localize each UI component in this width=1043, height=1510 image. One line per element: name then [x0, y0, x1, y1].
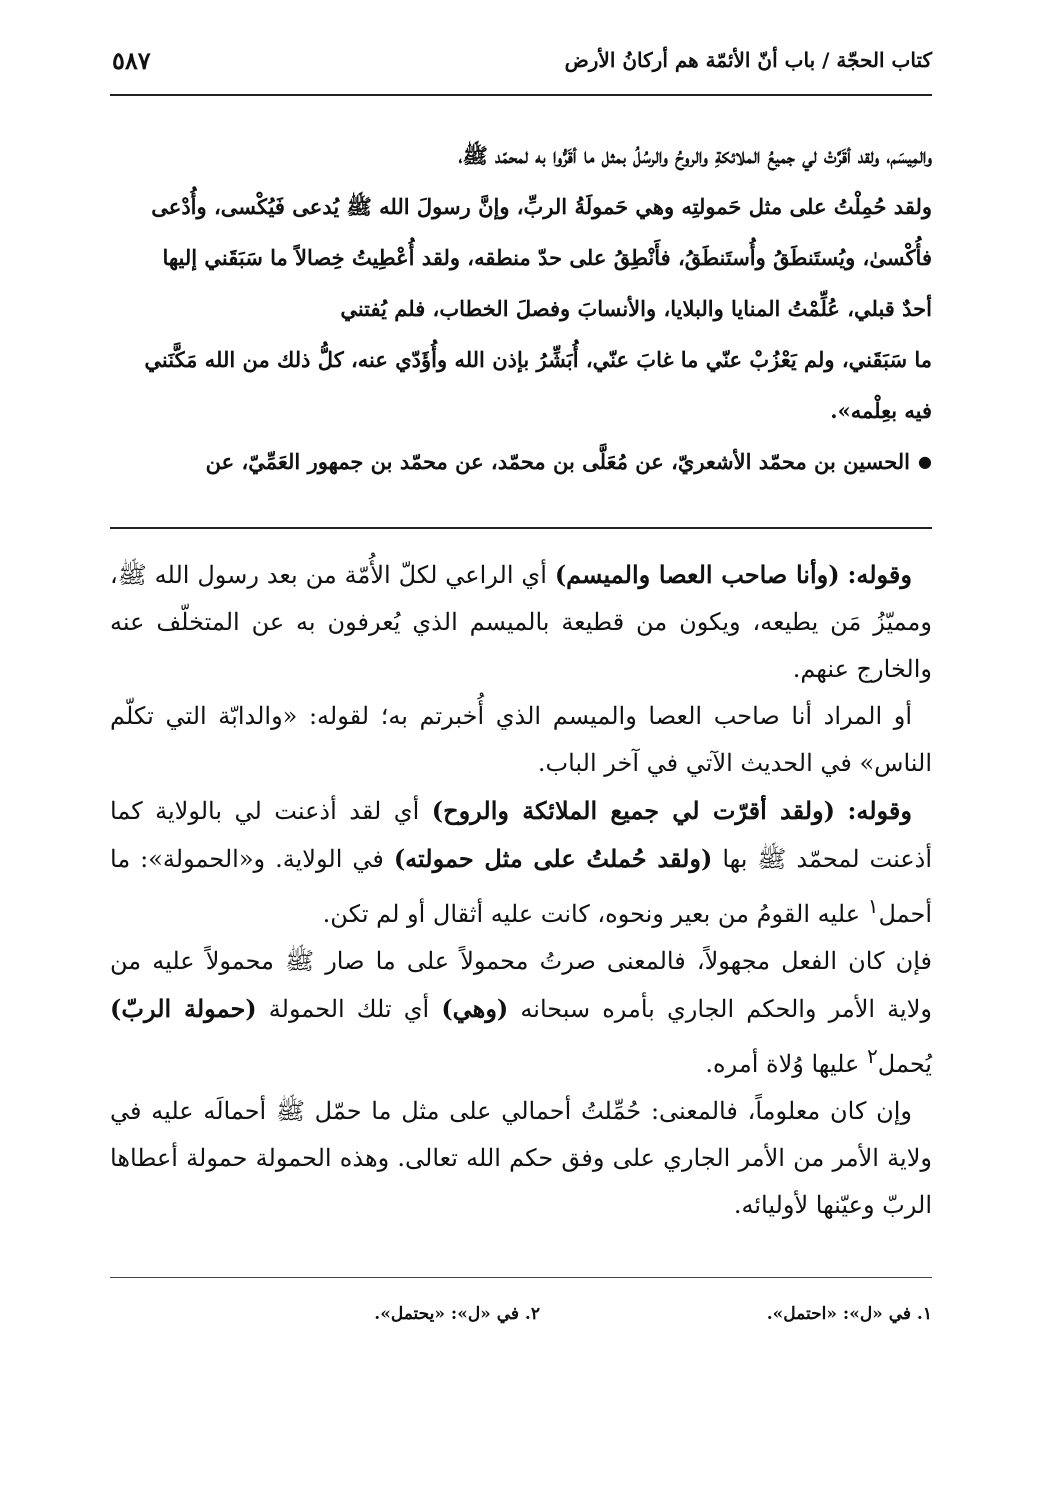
page-number: ٥٨٧	[112, 46, 151, 75]
commentary-text	[110, 551, 932, 1229]
next-hadith-chain: ● الحسين بن محمّد الأشعريّ، عن مُعَلَّى بن محمّد، عن محمّد بن جمهور العَمِّيّ، عن	[110, 436, 932, 489]
quoted-phrase: (وأنا صاحب العصا والميسم)	[554, 560, 840, 589]
explanation: يُحمل	[877, 1050, 932, 1078]
quoted-phrase: (حمولة الربّ)	[110, 994, 257, 1023]
hadith-line: ما سَبَقَني، ولم يَعْزُبْ عنّي ما غابَ عنّي، أُبَشِّرُ بإذن الله وأُؤَدّي عنه، كلُّ ذلك من الله مَكَّنَني	[144, 347, 932, 372]
footnote-marker: ٢	[867, 1044, 878, 1068]
commentary-divider	[110, 527, 932, 529]
footnotes	[110, 1304, 932, 1334]
commentary-paragraph	[110, 693, 932, 787]
footnote-divider	[110, 1277, 932, 1278]
footnote-2: ٢. في «ل»: «يحتمل».	[374, 1304, 540, 1324]
label: وقوله:	[847, 560, 912, 589]
explanation: في الولاية. و«الحمولة»: ما أحمل	[110, 845, 932, 928]
hadith-line: أحدٌ قبلي، عُلِّمْتُ المنايا والبلايا، والأنسابَ وفصلَ الخطاب، فلم يُفتني	[340, 296, 932, 321]
explanation: عليها وُلاة أمره.	[705, 1050, 860, 1078]
quoted-phrase: (ولقد أقرّت لي جميع الملائكة والروح)	[431, 796, 835, 825]
running-header	[110, 40, 932, 96]
hadith-text	[110, 130, 932, 489]
commentary-paragraph	[110, 1088, 932, 1229]
commentary-paragraph	[110, 787, 932, 938]
explanation: عليه القومُ من بعير ونحوه، كانت عليه أثقال أو لم تكن.	[322, 900, 861, 928]
quoted-phrase: (وهي)	[441, 994, 509, 1023]
label: وقوله:	[847, 796, 912, 825]
explanation: أي تلك الحمولة	[268, 995, 430, 1023]
explanation: أو المراد أنا صاحب العصا والميسم الذي أُخبرتم به؛ لقوله: «والدابّة التي تكلّم الناس» في الحديث الآتي في آخر الباب.	[110, 702, 932, 777]
hadith-line: ولقد حُمِلْتُ على مثل حَمولتِه وهي حَمولَةُ الربِّ، وإنَّ رسولَ الله ﷺ يُدعى فَيُكْسى، وأُدْعى	[151, 194, 932, 219]
footnote-marker: ١	[867, 894, 879, 918]
explanation: أي الراعي لكلّ الأُمّة من بعد رسول الله ﷺ، ومميّزُ مَن يطيعه، ويكون من قطيعة بالميسم الذي يُعرفون به عن المتخلّف عنه والخارج عنهم.	[110, 561, 932, 683]
hadith-line: والمِيسَم، ولقد أقَرَّتْ لي جميعُ الملائكةِ والروحُ والرسُلُ بمثل ما أقَرُّوا به لمحمّد ﷺ،	[458, 143, 932, 168]
hadith-line: فيه بعِلْمه».	[830, 398, 932, 423]
footnote-1: ١. في «ل»: «احتمل».	[766, 1304, 932, 1324]
quoted-phrase: (ولقد حُملتُ على مثل حمولته)	[393, 844, 713, 873]
commentary-paragraph	[110, 938, 932, 1088]
hadith-line: فأُكْسىٰ، ويُستَنطَقُ وأُستَنطَقُ، فأَنْطِقُ على حدّ منطقه، ولقد أُعْطِيتُ خِصالاً ما سَبَقَني إليها	[162, 245, 932, 270]
explanation: وإن كان معلوماً، فالمعنى: حُمِّلتُ أحمالي على مثل ما حمّل ﷺ أحمالَه عليه في ولاية الأمر من الأمر الجاري على وفق حكم الله تعالى. وهذه الحمولة حمولة أعطاها الربّ وعيّنها لأوليائه.	[110, 1097, 932, 1219]
explanation: أي لقد أذعنت لي بالولاية كما أذعنت لمحمّد ﷺ بها	[110, 797, 932, 873]
running-title: كتاب الحجّة / باب أنّ الأئمّة هم أركانُ الأرض	[564, 48, 932, 72]
book-page	[110, 40, 932, 1480]
explanation: فإن كان الفعل مجهولاً، فالمعنى صرتُ محمولاً على ما صار ﷺ محمولاً عليه من ولاية الأمر والحكم الجاري بأمره سبحانه	[110, 947, 932, 1023]
commentary-paragraph	[110, 551, 932, 693]
